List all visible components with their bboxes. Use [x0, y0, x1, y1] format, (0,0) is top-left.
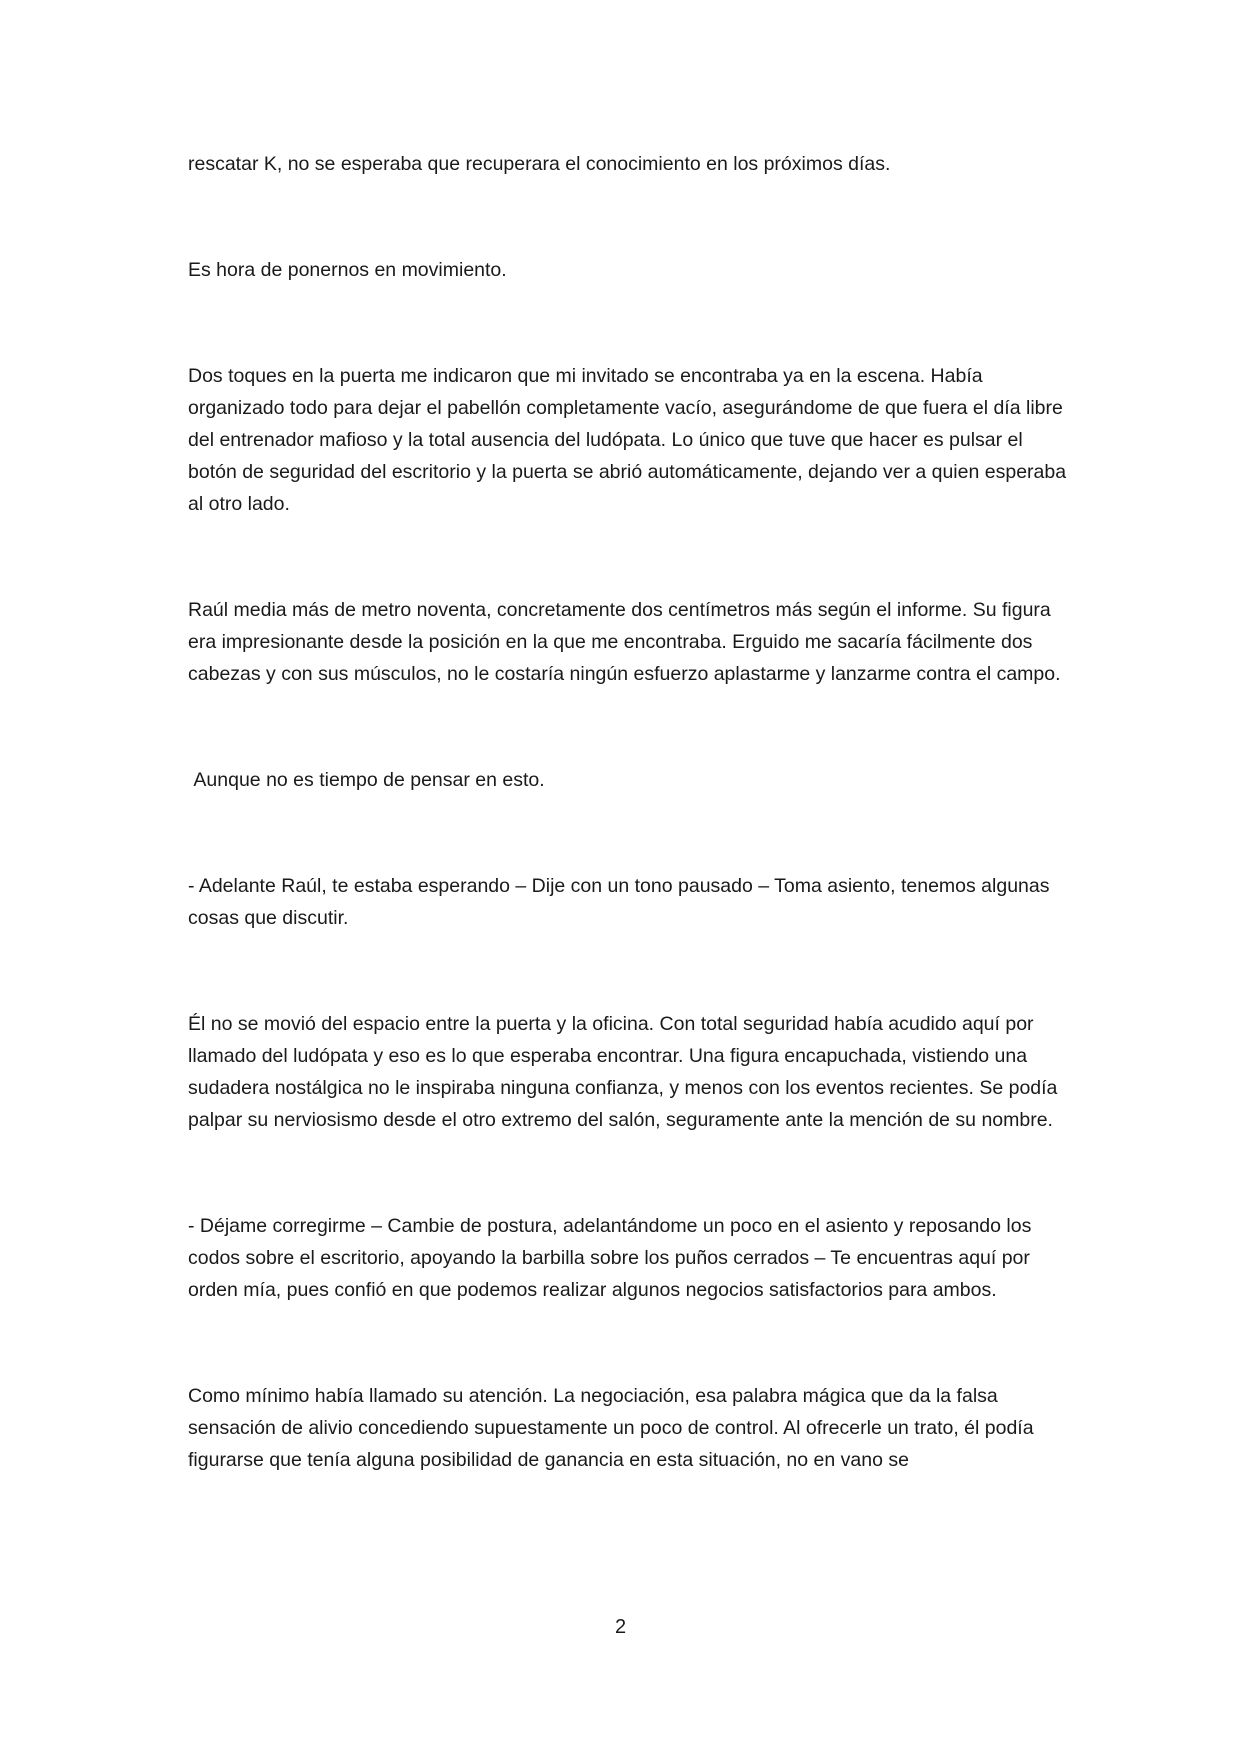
paragraph-8: - Déjame corregirme – Cambie de postura, adelantándome un poco en el asiento y reposando los codos sobre el escritorio, apoyando la barbilla sobre los puños cerrados – Te encuentras aquí por orden mía, pues confió en que podemos realizar algunos negocios satisfactorios para ambos. — [188, 1215, 1032, 1301]
paragraph-9: Como mínimo había llamado su atención. La negociación, esa palabra mágica que da la falsa sensación de alivio concediendo supuestamente un poco de control. Al ofrecerle un trato, él podía figurarse que tenía alguna posibilidad de ganancia en esta situación, no en vano se — [188, 1385, 1034, 1471]
body-text — [188, 148, 1068, 1476]
paragraph-4: Raúl media más de metro noventa, concretamente dos centímetros más según el informe. Su figura era impresionante desde la posición en la que me encontraba. Erguido me sacaría fácilmente dos cabezas y con sus músculos, no le costaría ningún esfuerzo aplastarme y lanzarme contra el campo. — [188, 599, 1061, 685]
paragraph-3: Dos toques en la puerta me indicaron que mi invitado se encontraba ya en la escena. Había organizado todo para dejar el pabellón completamente vacío, asegurándome de que fuera el día libre del entrenador mafioso y la total ausencia del ludópata. Lo único que tuve que hacer es pulsar el botón de seguridad del escritorio y la puerta se abrió automáticamente, dejando ver a quien esperaba al otro lado. — [188, 365, 1067, 515]
paragraph-1: rescatar K, no se esperaba que recuperara el conocimiento en los próximos días. — [188, 153, 891, 175]
paragraph-7: Él no se movió del espacio entre la puerta y la oficina. Con total seguridad había acudido aquí por llamado del ludópata y eso es lo que esperaba encontrar. Una figura encapuchada, vistiendo una sudadera nostálgica no le inspiraba ninguna confianza, y menos con los eventos recientes. Se podía palpar su nerviosismo desde el otro extremo del salón, seguramente ante la mención de su nombre. — [188, 1013, 1058, 1131]
paragraph-2: Es hora de ponernos en movimiento. — [188, 259, 507, 281]
paragraph-6: - Adelante Raúl, te estaba esperando – Dije con un tono pausado – Toma asiento, tenemos algunas cosas que discutir. — [188, 875, 1050, 929]
page-number: 2 — [614, 1616, 627, 1638]
paragraph-5: Aunque no es tiempo de pensar en esto. — [188, 769, 545, 791]
